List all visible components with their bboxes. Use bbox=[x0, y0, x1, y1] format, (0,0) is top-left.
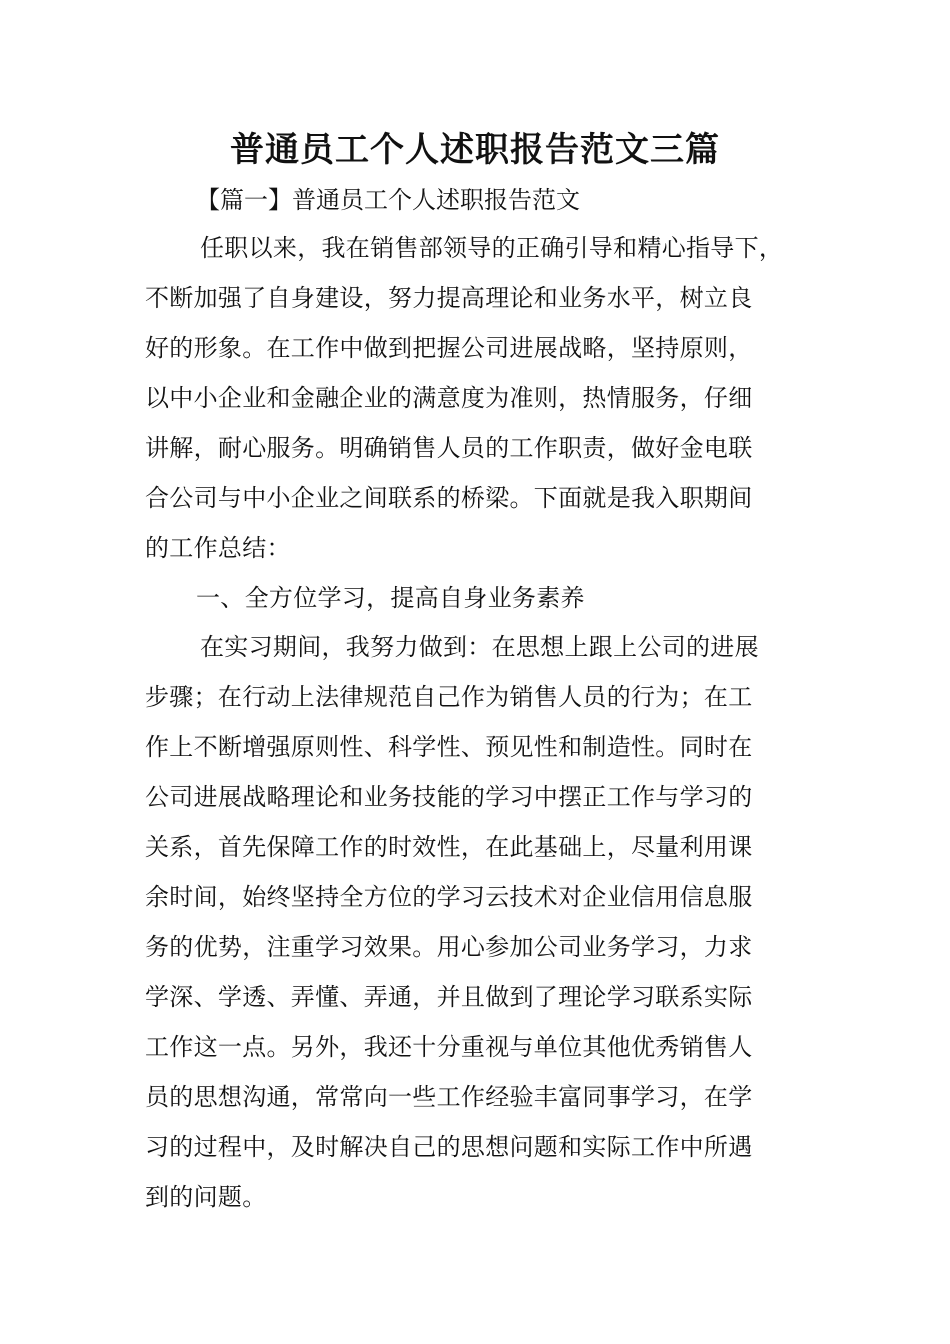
paragraph-line: 余时间，始终坚持全方位的学习云技术对企业信用信息服 bbox=[145, 883, 753, 911]
paragraph-line: 工作这一点。另外，我还十分重视与单位其他优秀销售人 bbox=[145, 1033, 753, 1061]
paragraph-line: 到的问题。 bbox=[145, 1183, 267, 1211]
paragraph-line: 讲解，耐心服务。明确销售人员的工作职责，做好金电联 bbox=[145, 434, 753, 462]
paragraph-line: 关系，首先保障工作的时效性，在此基础上，尽量利用课 bbox=[145, 833, 753, 861]
document-subtitle: 【篇一】普通员工个人述职报告范文 bbox=[196, 186, 580, 214]
section-heading: 一、全方位学习，提高自身业务素养 bbox=[196, 584, 585, 612]
paragraph-line: 步骤；在行动上法律规范自己作为销售人员的行为；在工 bbox=[145, 683, 753, 711]
paragraph-line: 好的形象。在工作中做到把握公司进展战略，坚持原则， bbox=[145, 334, 753, 362]
paragraph-line: 作上不断增强原则性、科学性、预见性和制造性。同时在 bbox=[145, 733, 753, 761]
paragraph-line: 的工作总结： bbox=[145, 534, 291, 562]
paragraph-line: 公司进展战略理论和业务技能的学习中摆正工作与学习的 bbox=[145, 783, 753, 811]
paragraph-line: 任职以来，我在销售部领导的正确引导和精心指导下， bbox=[200, 234, 784, 262]
document-title: 普通员工个人述职报告范文三篇 bbox=[230, 130, 720, 170]
paragraph-line: 不断加强了自身建设，努力提高理论和业务水平，树立良 bbox=[145, 284, 753, 312]
paragraph-line: 合公司与中小企业之间联系的桥梁。下面就是我入职期间 bbox=[145, 484, 753, 512]
paragraph-line: 员的思想沟通，常常向一些工作经验丰富同事学习，在学 bbox=[145, 1083, 753, 1111]
paragraph-line: 在实习期间，我努力做到：在思想上跟上公司的进展 bbox=[200, 633, 759, 661]
paragraph-line: 学深、学透、弄懂、弄通，并且做到了理论学习联系实际 bbox=[145, 983, 753, 1011]
paragraph-line: 务的优势，注重学习效果。用心参加公司业务学习，力求 bbox=[145, 933, 753, 961]
paragraph-line: 习的过程中，及时解决自己的思想问题和实际工作中所遇 bbox=[145, 1133, 753, 1161]
paragraph-line: 以中小企业和金融企业的满意度为准则，热情服务，仔细 bbox=[145, 384, 753, 412]
